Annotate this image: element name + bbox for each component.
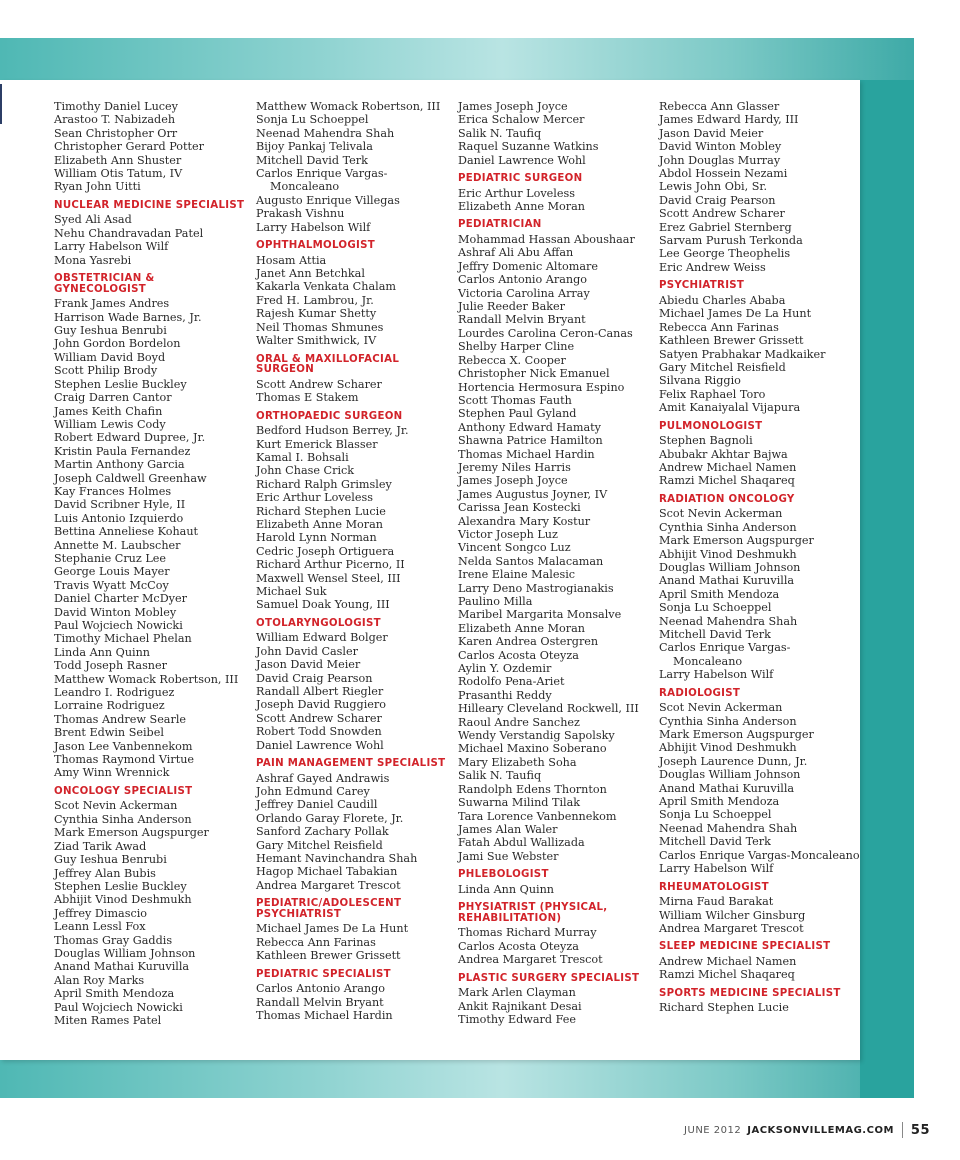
physician-name: Larry Deno Mastrogianakis [458,581,614,595]
physician-name: Shawna Patrice Hamilton [458,434,603,448]
physician-name: Arastoo T. Nabizadeh [54,113,176,127]
physician-name: John Gordon Bordelon [54,337,181,351]
physician-name: Karen Andrea Ostergren [458,635,599,649]
physician-name: James Augustus Joyner, IV [458,487,608,501]
physician-name: Cedric Joseph Ortiguera [256,544,395,558]
physician-name: Salik N. Taufiq [458,126,542,140]
physician-name: Thomas Richard Murray [458,926,597,940]
physician-name: Larry Habelson Wilf [659,668,774,682]
physician-name: Carlos Enrique Vargas- [659,641,791,655]
physician-name: Stephanie Cruz Lee [54,551,167,565]
physician-name: Stephen Leslie Buckley [54,377,187,391]
physician-name: Michael Maxino Soberano [458,742,607,756]
physician-name: Thomas Michael Hardin [256,1009,393,1023]
edge-marker [0,84,2,124]
physician-name: Aylin Y. Ozdemir [458,662,552,676]
physician-name: Thomas Michael Hardin [458,447,595,461]
physician-name: Ashraf Ali Abu Affan [458,246,574,260]
physician-name: Scot Nevin Ackerman [54,799,178,813]
physician-name: Randall Albert Riegler [256,685,384,698]
physician-name: Stephen Paul Gyland [458,407,577,421]
physician-name: Nelda Santos Malacaman [458,554,604,568]
physician-name: Kristin Paula Fernandez [54,444,191,458]
physician-name: William Otis Tatum, IV [54,167,183,181]
physician-name: Eric Arthur Loveless [458,186,575,200]
physician-name: Moncaleano [270,180,340,194]
physician-name: Silvana Riggio [659,374,741,388]
physician-name: Thomas Raymond Virtue [54,753,195,767]
physician-name: Robert Edward Dupree, Jr. [54,431,206,445]
page-number: 55 [910,1122,930,1138]
physician-name: Douglas William Johnson [659,768,801,782]
physician-name: Lee George Theophelis [659,247,791,261]
physician-name: Miten Rames Patel [54,1013,162,1027]
physician-name: John Edmund Carey [256,785,370,799]
physician-name: Daniel Lawrence Wohl [256,738,384,752]
physician-name: Hosam Attia [256,253,327,267]
physician-name: Sarvam Purush Terkonda [659,234,803,248]
physician-name: Victor Joseph Luz [458,527,558,541]
physician-name: David Craig Pearson [659,193,776,207]
physician-name: Carlos Acosta Oteyza [458,939,579,953]
physician-name: Elizabeth Ann Shuster [54,153,182,167]
physician-name: April Smith Mendoza [659,795,780,809]
physician-name: Sean Christopher Orr [54,126,178,140]
physician-name: Matthew Womack Robertson, III [256,100,441,113]
specialty-heading: RADIATION ONCOLOGY [659,493,795,505]
physician-name: George Louis Mayer [54,565,170,579]
physician-name: John David Casler [256,644,358,658]
physician-name: Neenad Mahendra Shah [659,821,798,835]
physician-name: Timothy Daniel Lucey [54,100,178,113]
physician-name: Cynthia Sinha Anderson [54,812,192,826]
physician-name: Eric Arthur Loveless [256,491,373,505]
physician-name: Abhijit Vinod Deshmukh [659,547,797,561]
specialty-heading: OTOLARYNGOLOGIST [256,617,381,629]
physician-name: Anand Mathai Kuruvilla [659,574,795,588]
physician-name: Timothy Edward Fee [458,1012,576,1026]
physician-name: Christopher Nick Emanuel [458,367,610,381]
footer-site[interactable]: JACKSONVILLEMAG.COM [747,1124,894,1136]
physician-name: Ziad Tarik Awad [54,839,147,853]
physician-name: Bedford Hudson Berrey, Jr. [256,424,409,438]
physician-name: Richard Arthur Picerno, II [256,558,405,572]
physician-name: Abubakr Akhtar Bajwa [659,447,788,461]
physician-name: John Douglas Murray [659,153,781,167]
physician-name: Brent Edwin Seibel [54,726,164,740]
physician-name: Jason David Meier [659,126,764,140]
physician-name: Thomas Gray Gaddis [54,933,173,947]
physician-name: Fred H. Lambrou, Jr. [256,293,374,307]
physician-name: Scot Nevin Ackerman [659,507,783,521]
specialty-heading: PEDIATRIC/ADOLESCENT PSYCHIATRIST [256,898,402,920]
physician-name: Scott Andrew Scharer [659,207,785,221]
physician-name: Mark Emerson Augspurger [659,728,814,742]
physician-name: Carlos Enrique Vargas- [256,167,388,181]
physician-name: Amit Kanaiyalal Vijapura [659,401,801,415]
physician-name: Matthew Womack Robertson, III [54,672,239,686]
physician-name: Maribel Margarita Monsalve [458,608,622,622]
specialty-heading: SLEEP MEDICINE SPECIALIST [659,941,831,953]
physician-name: David Winton Mobley [659,140,782,154]
physician-name: Timothy Michael Phelan [54,632,192,646]
physician-name: Harrison Wade Barnes, Jr. [54,310,202,324]
physician-name: Jeffry Domenic Altomare [458,259,598,273]
physician-name: Cynthia Sinha Anderson [659,714,797,728]
physician-name: Neil Thomas Shmunes [256,320,384,334]
physician-name: Abdol Hossein Nezami [659,167,788,181]
column-4 [659,100,860,1015]
physician-name: Paul Wojciech Nowicki [54,1000,183,1014]
physician-name: Cynthia Sinha Anderson [659,520,797,534]
physician-name: Abhijit Vinod Deshmukh [54,893,192,907]
physician-name: Michael James De La Hunt [256,922,409,936]
physician-name: Scott Andrew Scharer [256,377,382,391]
physician-name: Sonja Lu Schoeppel [256,113,369,127]
physician-name: Randolph Edens Thornton [458,782,607,796]
physician-name: Richard Ralph Grimsley [256,477,392,491]
physician-name: Carissa Jean Kostecki [458,501,581,515]
physician-name: Rebecca Ann Glasser [659,100,780,113]
physician-name: Kurt Emerick Blasser [256,437,378,451]
specialty-heading: PAIN MANAGEMENT SPECIALIST [256,758,446,770]
physician-name: Kathleen Brewer Grissett [659,334,804,348]
physician-name: David Craig Pearson [256,671,373,685]
physician-name: Linda Ann Quinn [54,645,151,659]
physician-name: Alexandra Mary Kostur [458,514,591,528]
physician-name: Jeffrey Daniel Caudill [256,798,378,812]
physician-name: Mohammad Hassan Aboushaar [458,233,635,247]
physician-name: Anand Mathai Kuruvilla [659,781,795,795]
physician-name: Annette M. Laubscher [54,538,181,552]
physician-name: Raoul Andre Sanchez [458,715,580,729]
physician-name: Mitchell David Terk [256,153,368,167]
physician-name: Jeremy Niles Harris [458,460,571,474]
physician-name: Jeffrey Alan Bubis [54,866,156,880]
physician-name: Erica Schalow Mercer [458,113,585,127]
physician-name: Ankit Rajnikant Desai [458,999,582,1013]
specialty-heading: PULMONOLOGIST [659,420,763,432]
physician-name: Scott Thomas Fauth [458,393,572,407]
physician-name: Rebecca Ann Farinas [659,320,779,334]
physician-name: Irene Elaine Malesic [458,568,576,582]
physician-name: Mitchell David Terk [659,835,771,849]
physician-name: Walter Smithwick, IV [256,334,377,348]
physician-name: Douglas William Johnson [54,946,196,960]
physician-name: Victoria Carolina Array [458,286,590,300]
physician-name: Sanford Zachary Pollak [256,825,389,839]
physician-name: Wendy Verstandig Sapolsky [458,729,615,743]
specialty-heading: ORTHOPAEDIC SURGEON [256,410,403,422]
physician-name: Neenad Mahendra Shah [659,614,798,628]
physician-name: Mark Emerson Augspurger [659,534,814,548]
physician-name: Kamal I. Bohsali [256,450,349,464]
specialty-heading: OBSTETRICIAN & GYNECOLOGIST [54,273,155,295]
physician-name: Hilleary Cleveland Rockwell, III [458,702,639,716]
physician-name: Guy Ieshua Benrubi [54,853,167,867]
physician-name: Andrew Michael Namen [659,954,797,968]
physician-name: Randall Melvin Bryant [458,313,586,327]
physician-name: Bettina Anneliese Kohaut [54,525,199,539]
physician-name: James Alan Waler [458,822,558,836]
physician-name: Fatah Abdul Wallizada [458,836,585,850]
physician-name: Augusto Enrique Villegas [256,193,400,207]
specialty-heading: RADIOLOGIST [659,687,741,699]
specialty-heading: SPORTS MEDICINE SPECIALIST [659,987,841,999]
physician-name: Moncaleano [673,654,743,668]
specialty-heading: PHLEBOLOGIST [458,869,549,881]
physician-name: Rebecca X. Cooper [458,353,566,367]
physician-name: Prakash Vishnu [256,207,345,221]
physician-name: Sonja Lu Schoeppel [659,808,772,822]
physician-name: Erez Gabriel Sternberg [659,220,792,234]
physician-name: Lourdes Carolina Ceron-Canas [458,326,633,340]
physician-name: Luis Antonio Izquierdo [54,511,184,525]
physician-name: Mona Yasrebi [54,253,132,267]
physician-name: Elizabeth Anne Moran [256,517,384,531]
physician-name: Carlos Enrique Vargas-Moncaleano [659,848,860,862]
physician-name: Mark Arlen Clayman [458,986,576,1000]
physician-name: Ramzi Michel Shaqareq [659,474,795,488]
specialty-heading: PSYCHIATRIST [659,280,745,292]
physician-name: Nehu Chandravadan Patel [54,226,204,240]
physician-name: Suwarna Milind Tilak [458,796,581,810]
specialty-heading: PLASTIC SURGERY SPECIALIST [458,972,640,984]
physician-name: Mitchell David Terk [659,628,771,641]
physician-name: James Keith Chafin [54,404,163,418]
physician-name: Syed Ali Asad [54,213,132,227]
physician-name: Abhijit Vinod Deshmukh [659,741,797,755]
physician-name: James Joseph Joyce [458,474,568,488]
physician-name: Kay Frances Holmes [54,484,172,498]
physician-name: Maxwell Wensel Steel, III [256,571,401,585]
physician-name: Douglas William Johnson [659,560,801,574]
physician-name: Rajesh Kumar Shetty [256,307,377,321]
physician-name: Gary Mitchel Reisfield [659,360,786,374]
physician-name: Andrea Margaret Trescot [659,921,804,935]
physician-name: Michael James De La Hunt [659,307,812,321]
physician-name: Lewis John Obi, Sr. [659,180,768,194]
physician-name: April Smith Mendoza [659,587,780,601]
physician-name: Satyen Prabhakar Madkaiker [659,347,826,361]
physician-name: James Joseph Joyce [458,100,568,113]
physician-name: Hemant Navinchandra Shah [256,852,418,866]
physician-name: Gary Mitchel Reisfield [256,838,383,852]
specialty-heading: RHEUMATOLOGIST [659,881,769,893]
physician-name: Jami Sue Webster [458,849,559,863]
physician-name: Carlos Acosta Oteyza [458,648,579,662]
physician-name: William Wilcher Ginsburg [659,908,806,922]
physician-name: Paulino Milla [458,595,533,608]
physician-name: Richard Stephen Lucie [256,504,386,518]
physician-name: Harold Lynn Norman [256,531,377,545]
physician-name: William Lewis Cody [54,417,166,431]
physician-name: Jason David Meier [256,658,361,672]
physician-name: Abiedu Charles Ababa [659,293,786,307]
physician-name: Shelby Harper Cline [458,340,575,354]
physician-name: Carlos Antonio Arango [458,273,587,287]
physician-name: Anthony Edward Hamaty [458,420,601,434]
physician-name: Ashraf Gayed Andrawis [256,771,390,785]
physician-name: Neenad Mahendra Shah [256,126,395,140]
physician-name: Ryan John Uitti [54,180,141,194]
page-footer [684,1122,930,1138]
physician-name: Ramzi Michel Shaqareq [659,968,795,982]
specialty-heading: ORAL & MAXILLOFACIAL SURGEON [256,353,400,376]
physician-name: Paul Wojciech Nowicki [54,619,183,632]
specialty-heading: PEDIATRICIAN [458,219,542,231]
physician-name: Rodolfo Pena-Ariet [458,675,565,689]
physician-name: William Edward Bolger [256,631,388,645]
physician-name: Martin Anthony Garcia [54,458,185,472]
physician-name: Mark Emerson Augspurger [54,826,209,840]
specialty-heading: PEDIATRIC SURGEON [458,173,583,185]
physician-name: Rebecca Ann Farinas [256,935,376,949]
physician-name: Janet Ann Betchkal [256,267,365,281]
physician-name: Thomas E Stakem [256,391,359,405]
physician-name: Andrea Margaret Trescot [256,878,401,892]
physician-name: Larry Habelson Wilf [659,862,774,876]
physician-name: Stephen Bagnoli [659,434,753,448]
physician-name: Joseph Caldwell Greenhaw [54,471,207,485]
physician-name: Larry Habelson Wilf [256,220,371,234]
specialty-heading: PEDIATRIC SPECIALIST [256,968,391,980]
footer-divider [902,1122,903,1138]
physician-name: Daniel Charter McDyer [54,592,187,606]
physician-name: Julie Reeder Baker [458,300,566,314]
physician-name: Scott Andrew Scharer [256,711,382,725]
physician-name: Kakarla Venkata Chalam [256,280,396,294]
physician-name: Kathleen Brewer Grissett [256,949,401,963]
physician-name: Linda Ann Quinn [458,882,555,896]
physician-name: Alan Roy Marks [54,973,145,987]
physician-name: Leann Lessl Fox [54,920,146,934]
physician-name: Joseph David Ruggiero [256,698,386,712]
teal-side-strip [860,80,914,1098]
column-1 [54,100,250,1027]
physician-name: Tara Lorence Vanbennekom [458,809,617,823]
physician-name: Mirna Faud Barakat [659,895,774,909]
physician-name: Anand Mathai Kuruvilla [54,960,190,974]
physician-name: Michael Suk [256,584,327,598]
physician-name: Jeffrey Dimascio [54,906,148,920]
physician-name: Hagop Michael Tabakian [256,865,398,879]
physician-name: Andrea Margaret Trescot [458,953,603,967]
physician-name: Randall Melvin Bryant [256,995,384,1009]
physician-name: Lorraine Rodriguez [54,699,165,713]
physician-name: Robert Todd Snowden [256,725,382,739]
physician-name: Prasanthi Reddy [458,688,552,702]
physician-name: Sonja Lu Schoeppel [659,601,772,615]
physician-name: Mary Elizabeth Soha [458,755,577,769]
physician-name: Scott Philip Brody [54,364,158,378]
physician-name: Carlos Antonio Arango [256,982,385,996]
physician-name: Elizabeth Anne Moran [458,200,586,214]
specialty-heading: OPHTHALMOLOGIST [256,240,376,252]
physician-name: April Smith Mendoza [54,987,175,1001]
physician-name: Craig Darren Cantor [54,391,172,405]
physician-name: Vincent Songco Luz [458,541,571,555]
physician-name: Larry Habelson Wilf [54,240,169,254]
physician-name: Todd Joseph Rasner [54,659,167,673]
physician-name: Richard Stephen Lucie [659,1001,789,1015]
physician-name: David Scribner Hyle, II [54,498,186,512]
physician-name: Jason Lee Vanbennekom [54,739,193,753]
physician-name: Daniel Lawrence Wohl [458,153,586,167]
physician-name: William David Boyd [54,350,166,364]
physician-name: Travis Wyatt McCoy [54,578,169,592]
specialty-heading: NUCLEAR MEDICINE SPECIALIST [54,199,245,211]
physician-name: Stephen Leslie Buckley [54,879,187,893]
physician-name: Joseph Laurence Dunn, Jr. [659,754,808,768]
physician-name: Hortencia Hermosura Espino [458,380,625,394]
physician-name: Elizabeth Anne Moran [458,621,586,635]
physician-name: Thomas Andrew Searle [54,712,187,726]
physician-name: Eric Andrew Weiss [659,260,766,274]
physician-name: James Edward Hardy, III [659,113,799,127]
footer-date: JUNE 2012 [684,1124,742,1136]
physician-name: Amy Winn Wrennick [54,766,170,780]
column-3 [458,100,654,1026]
physician-name: Felix Raphael Toro [659,387,766,401]
physician-name: Andrew Michael Namen [659,460,797,474]
physician-name: Raquel Suzanne Watkins [458,140,599,154]
physician-name: Scot Nevin Ackerman [659,701,783,715]
physician-name: Christopher Gerard Potter [54,140,204,154]
specialty-heading: PHYSIATRIST (PHYSICAL, REHABILITATION) [458,902,608,924]
column-2 [256,100,452,1023]
physician-name: David Winton Mobley [54,605,177,619]
physician-name: Samuel Doak Young, III [256,598,390,612]
physician-name: Guy Ieshua Benrubi [54,324,167,338]
specialty-heading: ONCOLOGY SPECIALIST [54,785,193,797]
physician-name: Bijoy Pankaj Telivala [256,140,373,154]
physician-name: Salik N. Taufiq [458,769,542,783]
physician-name: John Chase Crick [256,464,355,478]
physician-name: Frank James Andres [54,297,170,311]
physician-name: Leandro I. Rodriguez [54,686,175,700]
physician-name: Orlando Garay Florete, Jr. [256,811,404,825]
